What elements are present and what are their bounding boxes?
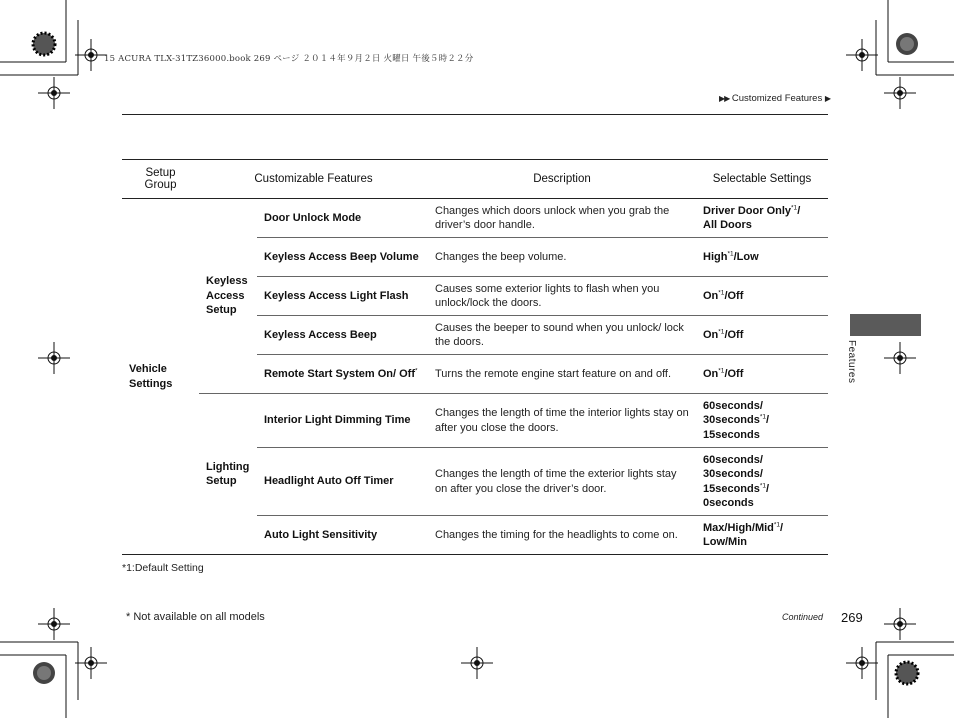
feature-settings: [696, 355, 828, 394]
breadcrumb-arrows-icon: ▶▶: [718, 94, 730, 103]
feature-description: Changes the timing for the headlights to come on.: [428, 516, 696, 555]
feature-name: [257, 394, 428, 448]
feature-name: [257, 516, 428, 555]
feature-description: Changes the beep volume.: [428, 238, 696, 277]
setting-option: High: [703, 250, 728, 263]
subgroup-keyless-access-setup: Keyless Access Setup: [199, 199, 257, 394]
feature-description: Turns the remote engine start feature on and off.: [428, 355, 696, 394]
feature-settings: [696, 516, 828, 555]
feature-name: [257, 238, 428, 277]
customized-features-table: [122, 159, 828, 555]
default-setting-marker: *1: [791, 203, 798, 211]
feature-name-text: Interior Light Dimming Time: [264, 414, 411, 427]
header-setup-group-line1: Setup: [145, 167, 176, 179]
feature-description: Changes the length of time the exterior lights stay on after you close the driver’s door.: [428, 448, 696, 516]
page-number: 269: [841, 610, 863, 625]
side-tab-label: Features: [846, 340, 857, 384]
setting-option: /: [766, 482, 770, 495]
header-customizable-features: Customizable Features: [199, 160, 428, 199]
table-row: [122, 199, 828, 238]
setting-option: All Doors: [703, 219, 752, 231]
header-setup-group-line2: Group: [144, 179, 177, 191]
setting-option: On: [703, 289, 719, 302]
default-setting-marker: *1: [718, 289, 725, 297]
feature-name: [257, 355, 428, 394]
setting-option: 60seconds/: [703, 453, 763, 466]
header-description: Description: [428, 160, 696, 199]
feature-description: Changes the length of time the interior lights stay on after you close the doors.: [428, 394, 696, 448]
setting-option: On: [703, 367, 719, 380]
setting-option: Low/Min: [703, 536, 747, 548]
feature-settings: [696, 448, 828, 516]
feature-settings: [696, 277, 828, 316]
header-setup-group: [122, 160, 199, 199]
default-setting-marker: *1: [773, 520, 781, 528]
setting-option: Max/High/Mid: [703, 521, 774, 534]
availability-marker: *: [414, 367, 418, 375]
table-header-row: [122, 160, 828, 199]
footnote-default-setting: *1:Default Setting: [122, 562, 204, 574]
setting-option: 15seconds: [703, 482, 760, 495]
subgroup-lighting-setup: Lighting Setup: [199, 394, 257, 555]
breadcrumb-end-arrow-icon: ▶: [824, 94, 830, 103]
feature-name: [257, 448, 428, 516]
feature-description: Changes which doors unlock when you grab the driver’s door handle.: [428, 199, 696, 238]
feature-description: Causes some exterior lights to flash when you unlock/lock the doors.: [428, 277, 696, 316]
setting-option: 30seconds/: [703, 468, 763, 480]
feature-settings: [696, 394, 828, 448]
default-setting-marker: *1: [718, 367, 725, 375]
feature-name: [257, 199, 428, 238]
availability-note: * Not available on all models: [126, 611, 265, 623]
setting-option: 60seconds/: [703, 399, 763, 412]
feature-name: [257, 277, 428, 316]
feature-name: [257, 316, 428, 355]
setting-option: 30seconds: [703, 414, 760, 427]
setting-option: Driver Door Only: [703, 204, 792, 217]
header-rule: [122, 114, 828, 115]
default-setting-marker: *1: [727, 250, 734, 258]
feature-description: Causes the beeper to sound when you unlock/ lock the doors.: [428, 316, 696, 355]
feature-name-text: Headlight Auto Off Timer: [264, 475, 394, 488]
setting-option: 0seconds: [703, 497, 754, 509]
feature-name-text: Keyless Access Beep: [264, 328, 377, 341]
setting-option: /Off: [724, 328, 744, 341]
breadcrumb-label[interactable]: Customized Features: [731, 93, 823, 104]
continued-label: Continued: [782, 612, 824, 622]
group-vehicle-settings: Vehicle Settings: [122, 199, 199, 555]
feature-name-text: Door Unlock Mode: [264, 211, 362, 224]
setting-option: /Off: [724, 289, 744, 302]
setting-option: /: [780, 521, 784, 534]
setting-option: /: [766, 414, 770, 427]
setting-option: /: [797, 204, 801, 217]
feature-settings: [696, 238, 828, 277]
breadcrumb[interactable]: [719, 93, 830, 104]
feature-name-text: Keyless Access Light Flash: [264, 289, 409, 302]
feature-name-text: Auto Light Sensitivity: [264, 528, 378, 541]
feature-settings: [696, 316, 828, 355]
default-setting-marker: *1: [759, 481, 767, 489]
default-setting-marker: *1: [718, 328, 725, 336]
feature-name-text: Keyless Access Beep Volume: [264, 250, 419, 263]
print-header: 15 ACURA TLX-31TZ36000.book 269 ページ ２０１４年９月２日 火曜日 午後５時２２分: [104, 54, 474, 64]
header-selectable-settings: Selectable Settings: [696, 160, 828, 199]
feature-settings: [696, 199, 828, 238]
default-setting-marker: *1: [759, 413, 767, 421]
table-row: [122, 394, 828, 448]
setting-option: /Off: [724, 367, 744, 380]
feature-name-text: Remote Start System On/ Off: [264, 367, 415, 380]
section-tab-marker: [850, 314, 921, 336]
setting-option: /Low: [733, 250, 759, 263]
setting-option: 15seconds: [703, 428, 760, 441]
setting-option: On: [703, 328, 719, 341]
